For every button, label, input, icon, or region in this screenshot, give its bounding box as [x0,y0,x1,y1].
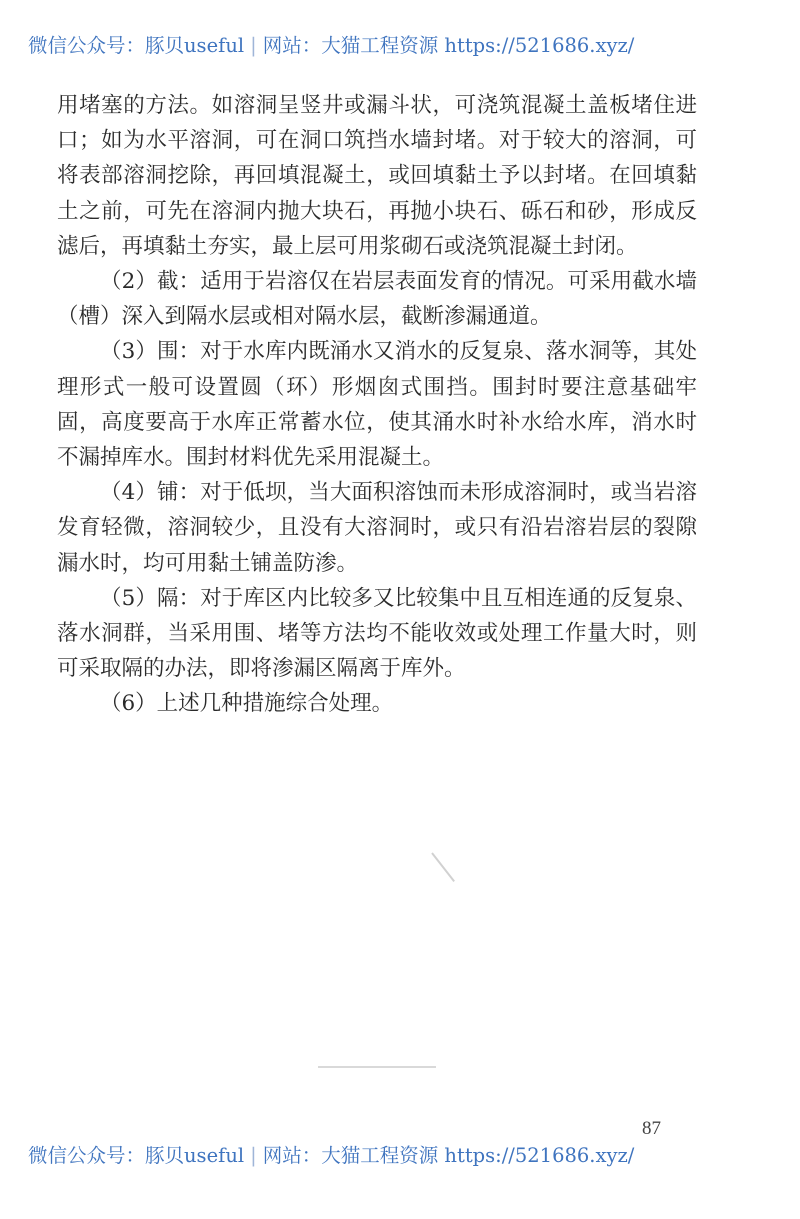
paragraph-continuation: 用堵塞的方法。如溶洞呈竖井或漏斗状，可浇筑混凝土盖板堵住进口；如为水平溶洞，可在洞口筑挡水墙封堵。对于较大的溶洞，可将表部溶洞挖除，再回填混凝土，或回填黏土予以封堵。在回填黏土之前，可先在溶洞内抛大块石，再抛小块石、砾石和砂，形成反滤后，再填黏土夯实，最上层可用浆砌石或浇筑混凝土封闭。 [57,93,697,259]
watermark-url: https://521686.xyz/ [444,34,635,57]
paragraph-item-4-blanket: （4）铺：对于低坝，当大面积溶蚀而未形成溶洞时，或当岩溶发育轻微，溶洞较少，且没有大溶洞时，或只有沿岩溶岩层的裂隙漏水时，均可用黏土铺盖防渗。 [57,480,697,576]
paragraph-item-2-cut: （2）截：适用于岩溶仅在岩层表面发育的情况。可采用截水墙（槽）深入到隔水层或相对隔水层，截断渗漏通道。 [57,269,697,330]
page-number: 87 [642,1118,661,1139]
watermark-wechat: 微信公众号：豚贝useful [28,1144,245,1167]
watermark-header [28,30,788,58]
watermark-separator: | [250,34,257,57]
paragraph-item-3-enclose: （3）围：对于水库内既涌水又消水的反复泉、落水洞等，其处理形式一般可设置圆（环）形烟囱式围挡。围封时要注意基础牢固，高度要高于水库正常蓄水位，使其涌水时补水给水库，消水时不漏掉库水。围封材料优先采用混凝土。 [57,339,697,471]
scan-artifact-stroke [431,852,455,882]
document-body [57,88,697,722]
watermark-footer [28,1140,788,1168]
watermark-url: https://521686.xyz/ [444,1144,635,1167]
paragraph-item-5-isolate: （5）隔：对于库区内比较多又比较集中且互相连通的反复泉、落水洞群，当采用围、堵等方法均不能收效或处理工作量大时，则可采取隔的办法，即将渗漏区隔离于库外。 [57,585,697,682]
watermark-wechat: 微信公众号：豚贝useful [28,34,245,57]
watermark-site: 网站：大猫工程资源 [262,34,439,57]
watermark-separator: | [250,1144,257,1167]
watermark-site: 网站：大猫工程资源 [262,1144,439,1167]
scan-artifact-line [318,1066,436,1068]
paragraph-item-6-combined: （6）上述几种措施综合处理。 [100,691,394,717]
